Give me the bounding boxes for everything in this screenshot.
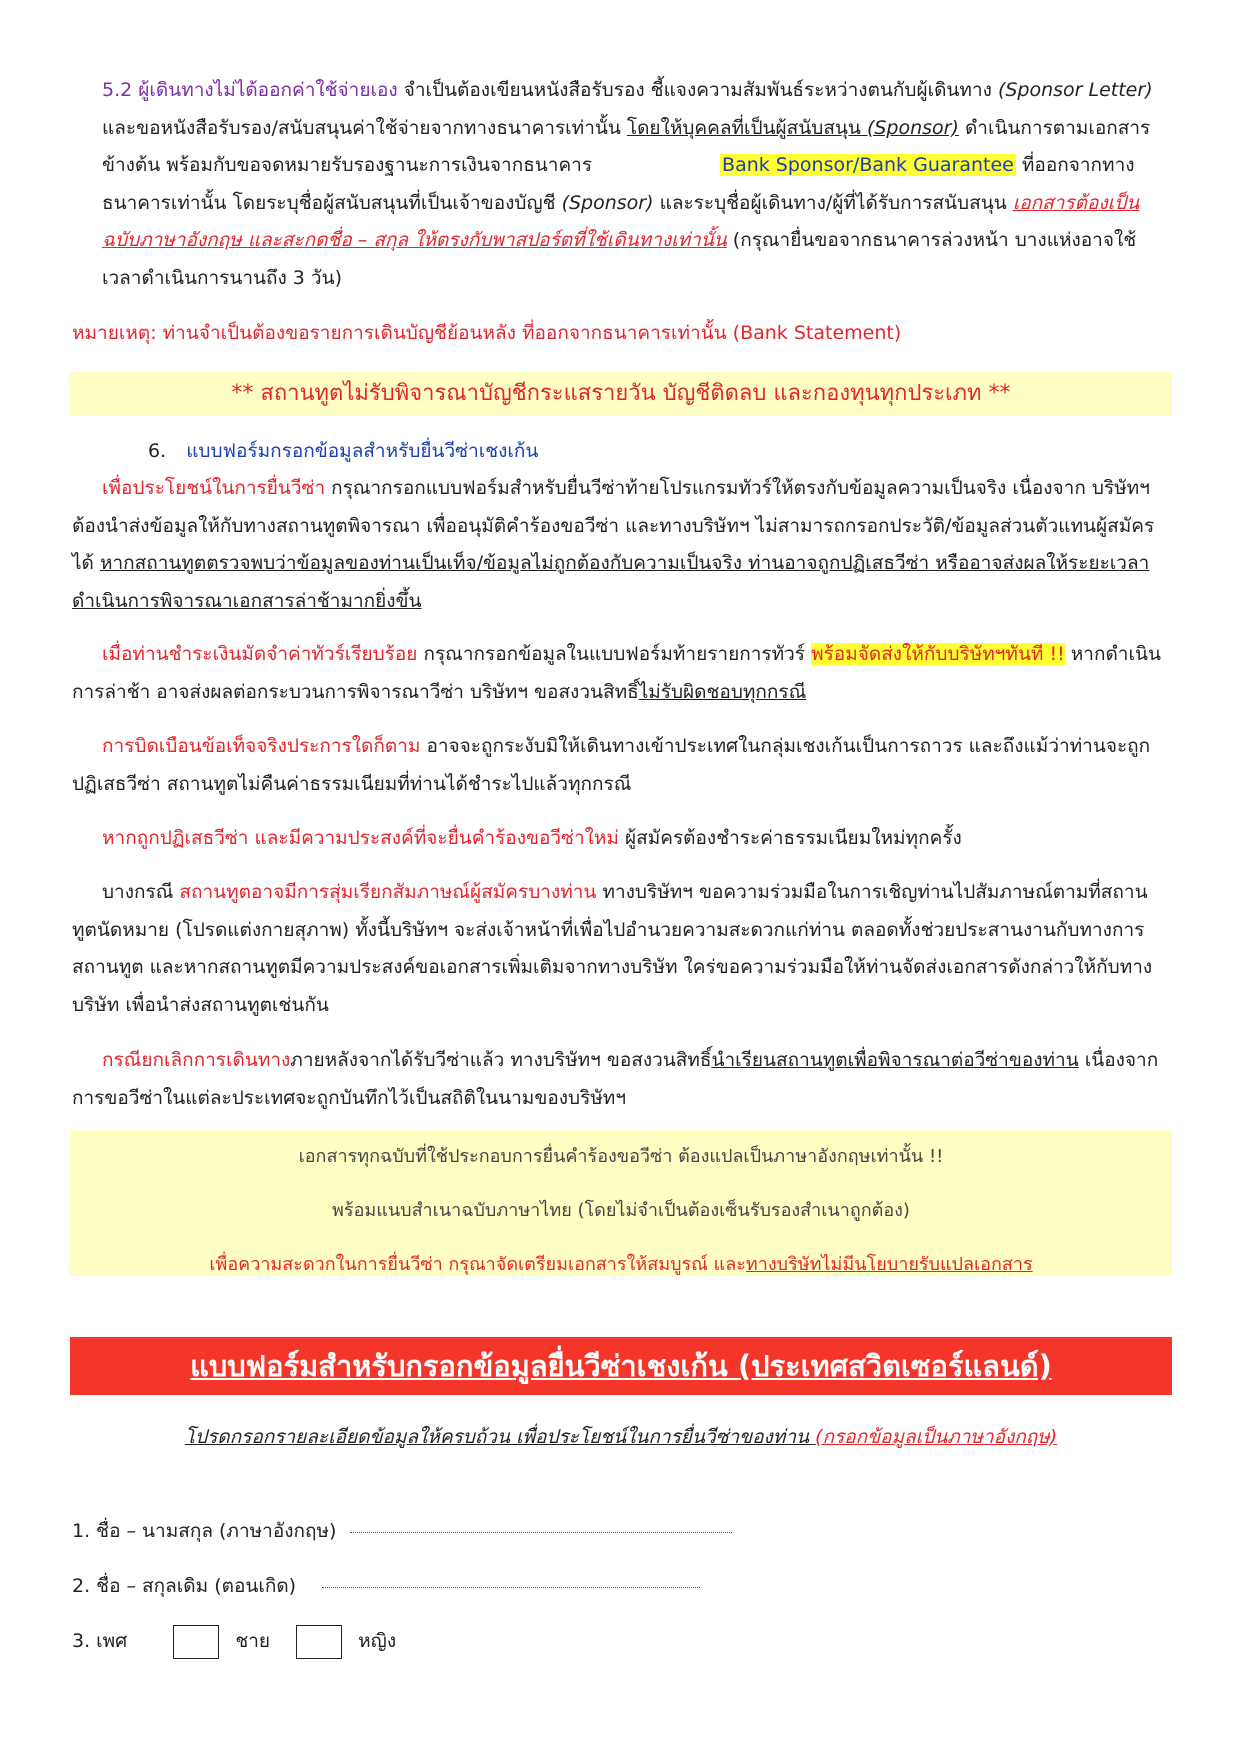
text: ทางบริษัทฯ ขอความร่วมมือในการเชิญท่านไปสัมภาษณ์ตามที่สถานทูตนัดหมาย (โปรดแต่งกายสุภาพ) ทั้งนี้บริษัทฯ จะส่งเจ้าหน้าที่เพื่อไปอำนวยความสะดวกแก่ท่าน ตลอดทั้งช่วยประสานงานกับทางการสถานทูต และหากสถานทูตมีความประสงค์ขอเอกสารเพิ่มเติมจากทางบริษัท ใคร่ขอความร่วมมือให้ท่านจัดส่งเอกสารดังกล่าวให้กับทางบริษัท เพื่อนำส่งสถานทูตเช่นกัน (72, 881, 1153, 1016)
field-name-english (72, 1513, 1170, 1551)
text: เนื่องจากการขอวีซ่าในแต่ละประเทศจะถูกบันทึกไว้เป็นสถิติในนามของบริษัทฯ (72, 1049, 1159, 1109)
text: ไม่รับผิดชอบทุกกรณี (638, 680, 807, 703)
text: และระบุชื่อผู้เดินทาง/ผู้ที่ได้รับการสนับสนุน (653, 191, 1013, 214)
notice-line-1: เอกสารทุกฉบับที่ใช้ประกอบการยื่นคำร้องขอวีซ่า ต้องแปลเป็นภาษาอังกฤษเท่านั้น !! (298, 1146, 944, 1167)
field-label: 2. ชื่อ – สกุลเดิม (ตอนเกิด) (72, 1575, 297, 1597)
lead: หากถูกปฏิเสธวีซ่า และมีความประสงค์ที่จะยื่นคำร้องขอวีซ่าใหม่ (102, 827, 619, 849)
text: และขอหนังสือรับรอง/สนับสนุนค่าใช้จ่ายจากทางธนาคารเท่านั้น (102, 116, 627, 139)
english-requirement: เอกสารต้องเป็นฉบับภาษาอังกฤษ และสะกดชื่อ – สกุล ให้ตรงกับพาสปอร์ตที่ใช้เดินทางเท่านั้น (102, 191, 1140, 251)
field-label: 1. ชื่อ – นามสกุล (ภาษาอังกฤษ) (72, 1520, 337, 1542)
bank-highlight: Bank Sponsor/Bank Guarantee (722, 154, 1014, 176)
text: โดยให้บุคคลที่เป็นผู้สนับสนุน (626, 116, 861, 139)
sponsor-lead: 5.2 ผู้เดินทางไม่ได้ออกค่าใช้จ่ายเอง (102, 79, 398, 101)
section-number: 6. (148, 440, 167, 462)
text: ผู้สมัครต้องชำระค่าธรรมเนียมใหม่ทุกครั้ง (618, 827, 962, 849)
form-banner: แบบฟอร์มสำหรับกรอกข้อมูลยื่นวีซ่าเชงเก้น (ประเทศสวิตเซอร์แลนด์) (70, 1337, 1172, 1395)
text: กรุณากรอกแบบฟอร์มสำหรับยื่นวีซ่าท้ายโปรแกรมทัวร์ให้ตรงกับข้อมูลความเป็นจริง เนื่องจาก บริษัทฯ ต้องนำส่งข้อมูลให้กับทางสถานทูตพิจารณา เพื่ออนุมัติคำร้องขอวีซ่า และทางบริษัทฯ ไม่สามารถกรอกประวัติ/ข้อมูลส่วนตัวแทนผู้สมัครได้ (72, 477, 1155, 574)
paragraph-refusal (72, 820, 1170, 858)
text: หากดำเนินการล่าช้า อาจส่งผลต่อกระบวนการพิจารณาวีซ่า บริษัทฯ ขอสงวนสิทธิ์ (72, 643, 1161, 703)
male-label: ชาย (235, 1630, 271, 1652)
text: บางกรณี (102, 881, 180, 903)
text: จำเป็นต้องเขียนหนังสือรับรอง ชี้แจงความสัมพันธ์ระหว่างตนกับผู้เดินทาง (397, 79, 998, 101)
translation-notice-box (70, 1130, 1172, 1276)
maiden-name-input[interactable] (322, 1586, 700, 1588)
form-instruction (72, 1419, 1170, 1457)
lead: การบิดเบือนข้อเท็จจริงประการใดก็ตาม (102, 735, 421, 757)
sponsor-paragraph (72, 72, 1170, 297)
text: ภายหลังจากได้รับวีซ่าแล้ว ทางบริษัทฯ ขอสงวนสิทธิ์ (290, 1049, 712, 1071)
embassy-notice: ** สถานทูตไม่รับพิจารณาบัญชีกระแสรายวัน บัญชีติดลบ และกองทุนทุกประเภท ** (70, 372, 1172, 416)
female-checkbox[interactable] (296, 1625, 342, 1659)
text: เพื่อความสะดวกในการยื่นวีซ่า กรุณาจัดเตรียมเอกสารให้สมบูรณ์ และ (209, 1254, 746, 1275)
notice-line-2: พร้อมแนบสำเนาฉบับภาษาไทย (โดยไม่จำเป็นต้องเซ็นรับรองสำเนาถูกต้อง) (332, 1200, 910, 1221)
bank-statement-note: หมายเหตุ: ท่านจำเป็นต้องขอรายการเดินบัญชีย้อนหลัง ที่ออกจากธนาคารเท่านั้น (Bank Statement) (72, 322, 902, 344)
field-gender (72, 1623, 1170, 1661)
lead: สถานทูตอาจมีการสุ่มเรียกสัมภาษณ์ผู้สมัครบางท่าน (179, 881, 597, 903)
paragraph-misrepresentation (72, 728, 1170, 803)
section-title: แบบฟอร์มกรอกข้อมูลสำหรับยื่นวีซ่าเชงเก้น (186, 440, 539, 462)
text: หากสถานทูตตรวจพบว่าข้อมูลของท่านเป็นเท็จ/ข้อมูลไม่ถูกต้องกับความเป็นจริง ท่านอาจถูกปฏิเสธวีซ่า หรืออาจส่งผลให้ระยะเวลาดำเนินการพิจารณาเอกสารล่าช้ามากยิ่งขึ้น (72, 552, 1150, 612)
lead: เมื่อท่านชำระเงินมัดจำค่าทัวร์เรียบร้อย (102, 643, 418, 665)
name-english-input[interactable] (350, 1531, 732, 1533)
text: นำเรียนสถานทูตเพื่อพิจารณาต่อวีซ่าของท่าน (711, 1049, 1079, 1071)
text: ดำเนินการตามเอกสารข้างต้น พร้อมกับขอจดหมายรับรองฐานะการเงินจากธนาคาร (102, 116, 1151, 176)
field-label: 3. เพศ (72, 1630, 128, 1652)
text: (Sponsor) (561, 191, 654, 214)
text: (Sponsor Letter) (997, 79, 1153, 101)
female-label: หญิง (358, 1630, 397, 1652)
text: ที่ออกจากทางธนาคารเท่านั้น โดยระบุชื่อผู้สนับสนุนที่เป็นเจ้าของบัญชี (102, 154, 1135, 214)
paragraph-interview (72, 874, 1170, 1024)
field-maiden-name (72, 1568, 1170, 1606)
notice-line-3 (70, 1248, 1172, 1282)
text: อาจจะถูกระงับมิให้เดินทางเข้าประเทศในกลุ่มเชงเก้นเป็นการถาวร และถึงแม้ว่าท่านจะถูกปฏิเสธวีซ่า สถานทูตไม่คืนค่าธรรมเนียมที่ท่านได้ชำระไปแล้วทุกกรณี (72, 735, 1151, 795)
paragraph-deposit (72, 636, 1170, 711)
section-6-heading (148, 433, 1148, 471)
text: โปรดกรอกรายละเอียดข้อมูลให้ครบถ้วน เพื่อประโยชน์ในการยื่นวีซ่าของท่าน (184, 1426, 816, 1448)
highlight: พร้อมจัดส่งให้กับบริษัทฯทันที !! (811, 643, 1065, 665)
text: กรุณากรอกข้อมูลในแบบฟอร์มท้ายรายการทัวร์ (417, 643, 812, 665)
lead: เพื่อประโยชน์ในการยื่นวีซ่า (102, 477, 326, 499)
paragraph-visa-benefit (72, 470, 1170, 620)
lead: กรณียกเลิกการเดินทาง (102, 1049, 291, 1071)
text: (กรอกข้อมูลเป็นภาษาอังกฤษ) (815, 1426, 1058, 1448)
text: (Sponsor) (860, 116, 959, 139)
male-checkbox[interactable] (173, 1625, 219, 1659)
text: (กรุณายื่นขอจากธนาคารล่วงหน้า บางแห่งอาจใช้เวลาดำเนินการนานถึง 3 วัน) (102, 229, 1137, 289)
paragraph-cancellation (72, 1042, 1170, 1117)
text: ทางบริษัทไม่มีนโยบายรับแปลเอกสาร (745, 1254, 1033, 1275)
